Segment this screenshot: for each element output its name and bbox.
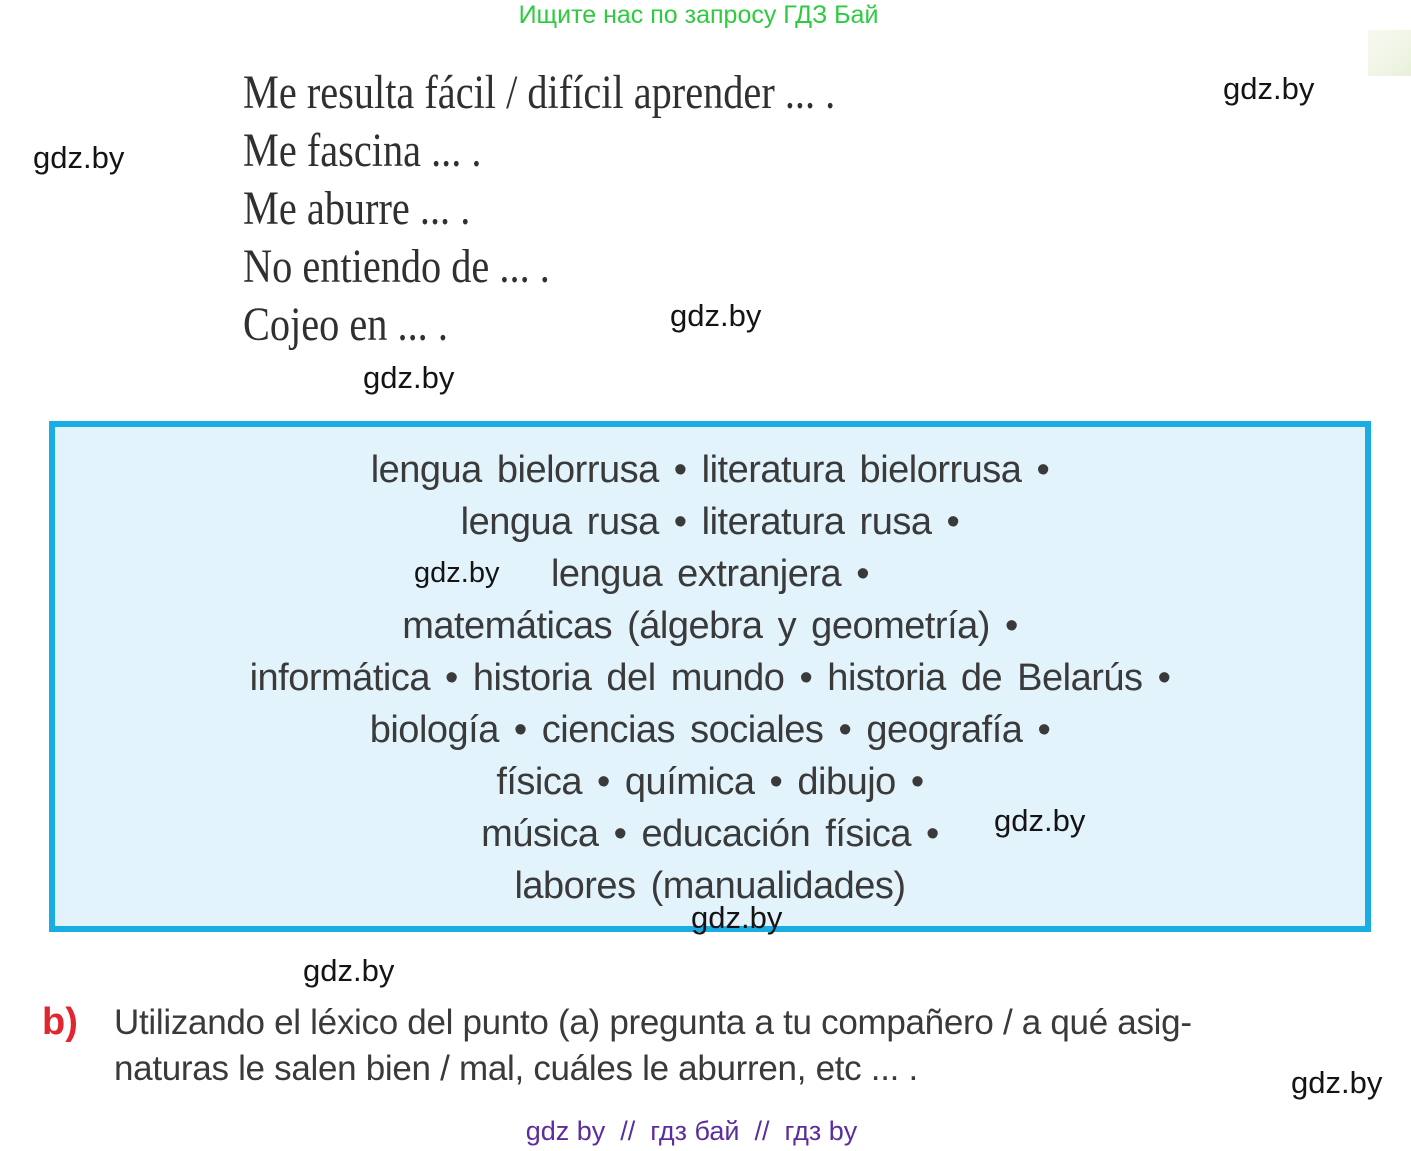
subject-line: física • química • dibujo • bbox=[496, 761, 924, 803]
subject-line: lengua extranjera • bbox=[550, 553, 869, 595]
task-b-line2: naturas le salen bien / mal, cuáles le aburren, etc ... . bbox=[114, 1049, 918, 1088]
promo-banner: Ищите нас по запросу ГДЗ Бай bbox=[518, 1, 879, 29]
subject-line: lengua bielorrusa • literatura bielorrusa • bbox=[370, 449, 1050, 491]
watermark-box-bottom: gdz.by bbox=[691, 900, 783, 935]
footer-watermark: gdz by // гдз бай // гдз by bbox=[525, 1116, 858, 1146]
subject-line: matemáticas (álgebra y geometría) • bbox=[402, 605, 1018, 647]
watermark-below-box: gdz.by bbox=[303, 953, 395, 988]
subject-line: informática • historia del mundo • historia de Belarús • bbox=[249, 657, 1171, 699]
task-b-label: b) bbox=[42, 1001, 78, 1043]
watermark-intro-right: gdz.by bbox=[670, 298, 762, 333]
task-b-line1: Utilizando el léxico del punto (a) pregunta a tu compañero / a qué asig- bbox=[114, 1003, 1192, 1042]
subjects-box bbox=[49, 421, 1371, 932]
intro-line: Me aburre ... . bbox=[243, 182, 471, 235]
subject-line: biología • ciencias sociales • geografía • bbox=[369, 709, 1051, 751]
watermark-left: gdz.by bbox=[33, 140, 125, 175]
subject-line: labores (manualidades) bbox=[514, 865, 906, 907]
corner-scan-artifact bbox=[1368, 30, 1411, 76]
subject-line: lengua rusa • literatura rusa • bbox=[460, 501, 960, 543]
intro-line: Me fascina ... . bbox=[243, 124, 482, 177]
subject-line: música • educación física • bbox=[481, 813, 939, 855]
watermark-box-right: gdz.by bbox=[994, 803, 1086, 838]
watermark-bottom-right: gdz.by bbox=[1291, 1065, 1383, 1100]
task-b-text bbox=[114, 1000, 1394, 1092]
watermark-top-right: gdz.by bbox=[1223, 71, 1315, 106]
watermark-box-inline: gdz.by bbox=[414, 557, 500, 589]
intro-line: Me resulta fácil / difícil aprender ... . bbox=[243, 66, 836, 119]
intro-line: No entiendo de ... . bbox=[243, 240, 550, 293]
watermark-below-intro: gdz.by bbox=[363, 360, 455, 395]
intro-line: Cojeo en ... . bbox=[243, 298, 448, 351]
